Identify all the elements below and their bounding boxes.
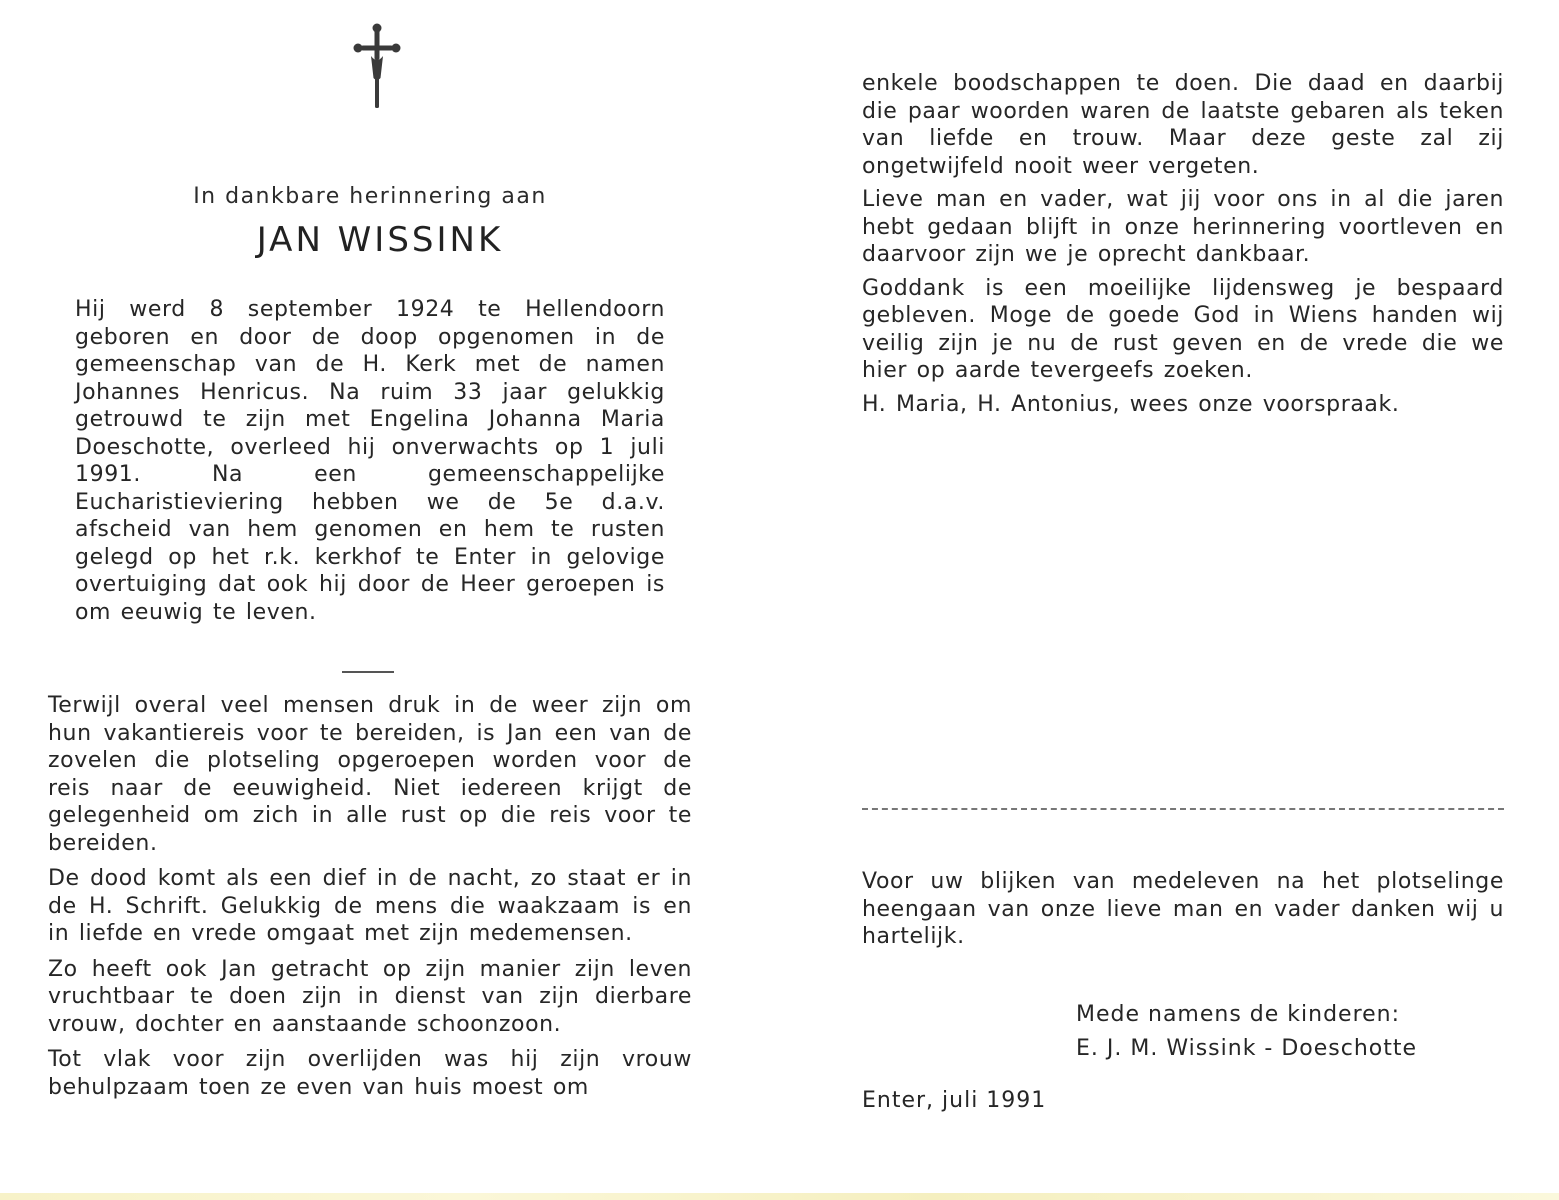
right-page xyxy=(780,0,1559,1200)
reflection-paragraph: De dood komt als een dief in de nacht, zo staat er in de H. Schrift. Gelukkig de mens die waakzaam is en in liefde en vrede omgaat met zijn medemensen. xyxy=(48,866,692,946)
thanks-paragraph: Voor uw blijken van medeleven na het plotselinge heengaan van onze lieve man en vader danken wij u hartelijk. xyxy=(862,869,1504,949)
reflection-block xyxy=(48,692,692,1101)
signoff-block xyxy=(1076,998,1516,1066)
continuation-paragraph: enkele boodschappen te doen. Die daad en daarbij die paar woorden waren de laatste gebaren als teken van liefde en trouw. Maar deze geste zal zij ongetwijfeld nooit weer vergeten. xyxy=(862,71,1504,179)
continuation-block xyxy=(862,70,1504,418)
section-divider xyxy=(342,671,394,673)
thanks-block xyxy=(862,868,1504,951)
signer-name: E. J. M. Wissink - Doeschotte xyxy=(1076,1036,1418,1061)
continuation-paragraph: Lieve man en vader, wat jij voor ons in al die jaren hebt gedaan blijft in onze herinnering voortleven en daarvoor zijn we je oprecht dankbaar. xyxy=(862,187,1504,267)
reflection-paragraph: Tot vlak voor zijn overlijden was hij zijn vrouw behulpzaam toen ze even van huis moest om xyxy=(48,1047,692,1100)
continuation-paragraph: Goddank is een moeilijke lijdensweg je bespaard gebleven. Moge de goede God in Wiens handen wij veilig zijn je nu de rust geven en de vrede die we hier op aarde tevergeefs zoeken. xyxy=(862,275,1504,383)
family-line: Mede namens de kinderen: xyxy=(1076,1002,1401,1027)
biography-block xyxy=(75,296,665,626)
prayer-line: H. Maria, H. Antonius, wees onze voorspraak. xyxy=(862,391,1400,417)
reflection-paragraph: Zo heeft ook Jan getracht op zijn manier zijn leven vruchtbaar te doen zijn in dienst van zijn dierbare vrouw, dochter en aanstaande schoonzoon. xyxy=(48,956,692,1037)
dedication-line: In dankbare herinnering aan xyxy=(193,184,547,209)
bottom-paper-edge xyxy=(0,1193,1559,1200)
place-date: Enter, juli 1991 xyxy=(862,1088,1047,1113)
cross-icon xyxy=(352,22,402,112)
reflection-paragraph: Terwijl overal veel mensen druk in de weer zijn om hun vakantiereis voor te bereiden, is Jan een van de zovelen die plotseling opgeroepen worden voor de reis naar de eeuwigheid. Niet iedereen krijgt de gelegenheid om zich in alle rust op die reis voor te bereiden. xyxy=(48,693,692,856)
deceased-name: JAN WISSINK xyxy=(256,220,504,260)
dashed-divider xyxy=(862,808,1504,810)
biography-paragraph: Hij werd 8 september 1924 te Hellendoorn geboren en door de doop opgenomen in de gemeenschap van de H. Kerk met de namen Johannes Henricus. Na ruim 33 jaar gelukkig getrouwd te zijn met Engelina Johanna Maria Doeschotte, overleed hij onverwachts op 1 juli 1991. Na een gemeenschappelijke Eucharistieviering hebben we de 5e d.a.v. afscheid van hem genomen en hem te rusten gelegd op het r.k. kerkhof te Enter in gelovige overtuiging dat ook hij door de Heer geroepen is om eeuwig te leven. xyxy=(75,297,665,625)
